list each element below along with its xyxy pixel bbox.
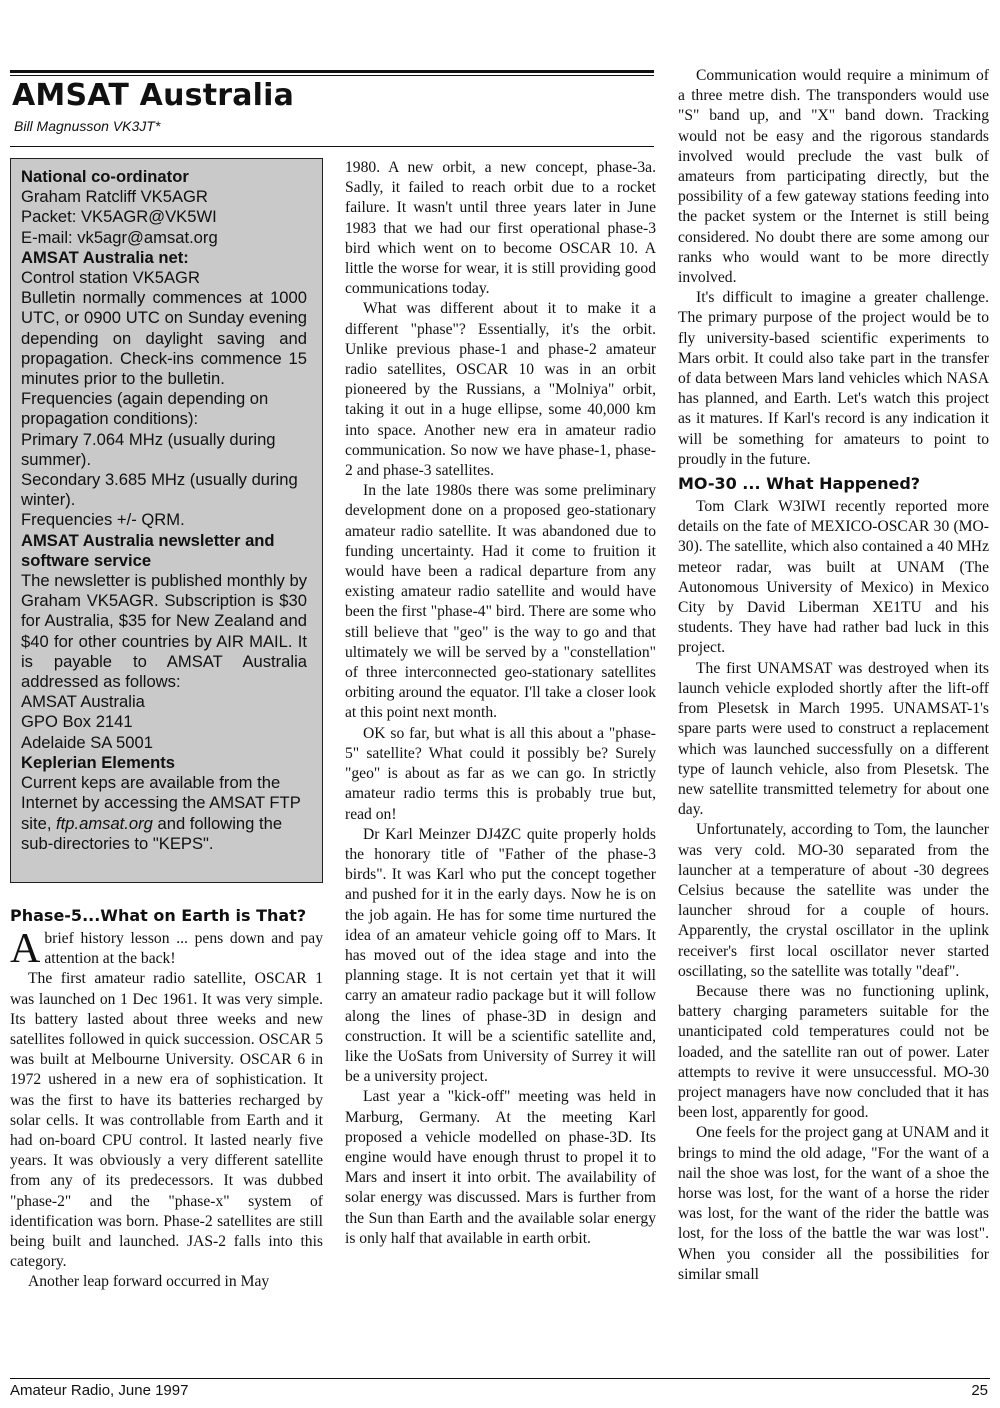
info-line: GPO Box 2141 bbox=[21, 712, 133, 732]
info-line: E-mail: vk5agr@amsat.org bbox=[21, 227, 218, 247]
footer-publication: Amateur Radio, June 1997 bbox=[10, 1382, 189, 1399]
info-line: AMSAT Australia bbox=[21, 692, 145, 712]
column-1 bbox=[10, 906, 323, 1293]
page-number: 25 bbox=[971, 1382, 988, 1399]
info-heading-keplerian: Keplerian Elements bbox=[21, 752, 176, 772]
section-heading-mo30: MO-30 ... What Happened? bbox=[678, 474, 921, 494]
section-heading-phase5: Phase-5...What on Earth is That? bbox=[10, 906, 307, 925]
paragraph: 1980. A new orbit, a new concept, phase-3a. Sadly, it failed to reach orbit due to a rocket failure. It wasn't until three years later in June 1983 that we had our first operational phase-3 bird which went on to become OSCAR 10. A little the worse for wear, it is still providing good communications today. bbox=[345, 159, 656, 298]
header-rule-under-byline bbox=[10, 146, 654, 147]
info-box-text bbox=[21, 167, 307, 854]
paragraph: Unfortunately, according to Tom, the launcher was very cold. MO-30 separated from the launcher at a temperature of about -30 degrees Celsius because the satellite was under the launcher shroud for a couple of hours. Apparently, the crystal oscillator in the uplink receiver's first local oscillator never started oscillating, so the satellite was totally "deaf". bbox=[678, 821, 989, 980]
info-heading-coordinator: National co-ordinator bbox=[21, 167, 189, 186]
info-line: Primary 7.064 MHz (usually during summer). bbox=[21, 429, 276, 469]
drop-cap: A bbox=[10, 926, 41, 972]
page-title: AMSAT Australia bbox=[12, 78, 295, 113]
paragraph: Communication would require a minimum of a three metre dish. The transponders would use "S" band up, and "X" band down. Tracking would not be easy and the rigorous standards involved would preclude the vast bulk of amateurs from participating directly, but the possibility of a few gateway stations feeding into the packet system or the Internet is still being considered. No doubt there are some among our ranks who would want to be more directly involved. bbox=[678, 67, 989, 287]
info-line: Frequencies (again depending on propagation conditions): bbox=[21, 389, 269, 429]
paragraph-text: brief history lesson ... pens down and pay attention at the back! bbox=[44, 930, 323, 968]
info-box bbox=[10, 158, 323, 883]
info-text: and following the sub-directories to "KEPS". bbox=[21, 813, 283, 853]
paragraph: OK so far, but what is all this about a "phase-5" satellite? What could it possibly be? Surely "geo" is about as far as we can go. In strictly amateur radio terms this is probably true but, read on! bbox=[345, 724, 656, 823]
paragraph: Another leap forward occurred in May bbox=[28, 1273, 270, 1291]
info-line: Graham Ratcliff VK5AGR bbox=[21, 187, 208, 207]
column-3 bbox=[678, 66, 989, 1285]
byline: Bill Magnusson VK3JT* bbox=[14, 118, 161, 134]
paragraph: Dr Karl Meinzer DJ4ZC quite properly holds the honorary title of "Father of the phase-3 birds". It was Karl who put the concept together and pushed for it in the early days. Now he is on the job again. He has for some time nurtured the idea of an amateur vehicle going off to Mars. It has moved out of the idea stage and into the planning stage. It is not certain yet that it will carry an amateur radio package but it will follow along the lines of phase-3D in design and construction. It will be a scientific satellite and, like the UoSats from University of Surrey it will be a university project. bbox=[345, 825, 656, 1086]
paragraph: Last year a "kick-off" meeting was held in Marburg, Germany. At the meeting Karl proposed a vehicle modelled on phase-3D. Its engine would have enough thrust to propel it to Mars and insert it into orbit. The availability of solar energy was discussed. Mars is further from the Sun than Earth and the available solar energy is only half that available in earth orbit. bbox=[345, 1088, 656, 1247]
header-rule-top bbox=[10, 70, 654, 73]
paragraph: It's difficult to imagine a greater challenge. The primary purpose of the project would be to fly university-based scientific experiments to Mars orbit. It could also take part in the transfer of data between Mars land vehicles which NASA has planned, and Earth. Let's watch this project as it matures. If Karl's record is any indication it will be something for amateurs to point to proudly in the future. bbox=[678, 289, 989, 468]
info-line bbox=[21, 773, 307, 854]
header-rule-bottom bbox=[10, 75, 654, 76]
paragraph: The first amateur radio satellite, OSCAR 1 was launched on 1 Dec 1961. It was very simple. Its battery lasted about three weeks and new satellites followed in quick succession. OSCAR 5 was built at Melbourne University. OSCAR 6 in 1972 ushered in a new era of sophistication. It was the first to have its batteries recharged by solar cells. It was controllable from Earth and it had on-board CPU control. It lasted nearly five years. It was obviously a very different satellite from any of its predecessors. It was dubbed "phase-2" and the "phase-x" system of identification was born. Phase-2 satellites are still being built and launched. JAS-2 falls into this category. bbox=[10, 970, 323, 1271]
footer-rule bbox=[10, 1378, 990, 1379]
info-line: Control station VK5AGR bbox=[21, 268, 200, 288]
info-line: Frequencies +/- QRM. bbox=[21, 510, 185, 530]
column-2 bbox=[345, 158, 656, 1249]
ftp-address: ftp.amsat.org bbox=[56, 813, 153, 833]
paragraph: In the late 1980s there was some preliminary development done on a proposed geo-stationary amateur radio satellite. It was abandoned due to funding uncertainty. Had it come to fruition it would have been a radical departure from any existing amateur radio satellite and would have been the first "phase-4" bird. There are some who still believe that "geo" is the way to go and that ultimately we will be served by a "constellation" of three interconnected geo-stationary satellites orbiting around the equator. I'll take a closer look at this point next month. bbox=[345, 482, 656, 722]
info-heading-newsletter: AMSAT Australia newsletter and software service bbox=[21, 530, 275, 570]
info-line: Bulletin normally commences at 1000 UTC, or 0900 UTC on Sunday evening depending on daylight saving and propagation. Check-ins commence 15 minutes prior to the bulletin. bbox=[21, 288, 307, 389]
paragraph: Tom Clark W3IWI recently reported more details on the fate of MEXICO-OSCAR 30 (MO-30). The satellite, which also contained a 40 MHz meteor radar, was built at UNAM (The Autonomous University of Mexico) in Mexico City by David Liberman XE1TU and his students. They have had rather bad luck in this project. bbox=[678, 498, 989, 657]
paragraph: One feels for the project gang at UNAM and it brings to mind the old adage, "For the want of a nail the shoe was lost, for the want of a shoe the horse was lost, for the want of a horse the rider was lost, for the want of the rider the battle was lost, for the loss of the battle the war was lost". When you consider all the possibilities for similar small bbox=[678, 1124, 989, 1283]
paragraph bbox=[10, 926, 323, 972]
info-line: Secondary 3.685 MHz (usually during winter). bbox=[21, 470, 298, 510]
info-text: Current keps are available from the Internet by accessing the AMSAT FTP site, bbox=[21, 773, 301, 833]
info-line: Packet: VK5AGR@VK5WI bbox=[21, 207, 217, 227]
paragraph: The first UNAMSAT was destroyed when its launch vehicle exploded shortly after the lift-off from Plesetsk in March 1995. UNAMSAT-1's spare parts were used to construct a replacement which was launched successfully on a different type of launch vehicle, also from Plesetsk. The new satellite transmitted telemetry for about one day. bbox=[678, 659, 989, 819]
info-line: The newsletter is published monthly by Graham VK5AGR. Subscription is $30 for Australia, $35 for New Zealand and $40 for other countries by AIR MAIL. It is payable to AMSAT Australia addressed as follows: bbox=[21, 571, 307, 692]
paragraph: What was different about it to make it a different "phase"? Essentially, it's the orbit. Unlike previous phase-1 and phase-2 amateur radio satellites, OSCAR 10 was in an orbit pioneered by the Russians, a "Molniya" orbit, taking it out in a huge ellipse, some 40,000 km into space. Another new era in amateur radio communication. So now we have phase-1, phase-2 and phase-3 satellites. bbox=[345, 300, 656, 480]
info-heading-net: AMSAT Australia net: bbox=[21, 247, 189, 267]
paragraph: Because there was no functioning uplink, battery charging parameters suitable for the unanticipated cold temperatures could not be loaded, and the satellite ran out of power. Later attempts to revive it were unsuccessful. MO-30 project managers have now concluded that it has been lost, apparently for good. bbox=[678, 982, 989, 1122]
info-line: Adelaide SA 5001 bbox=[21, 732, 153, 752]
